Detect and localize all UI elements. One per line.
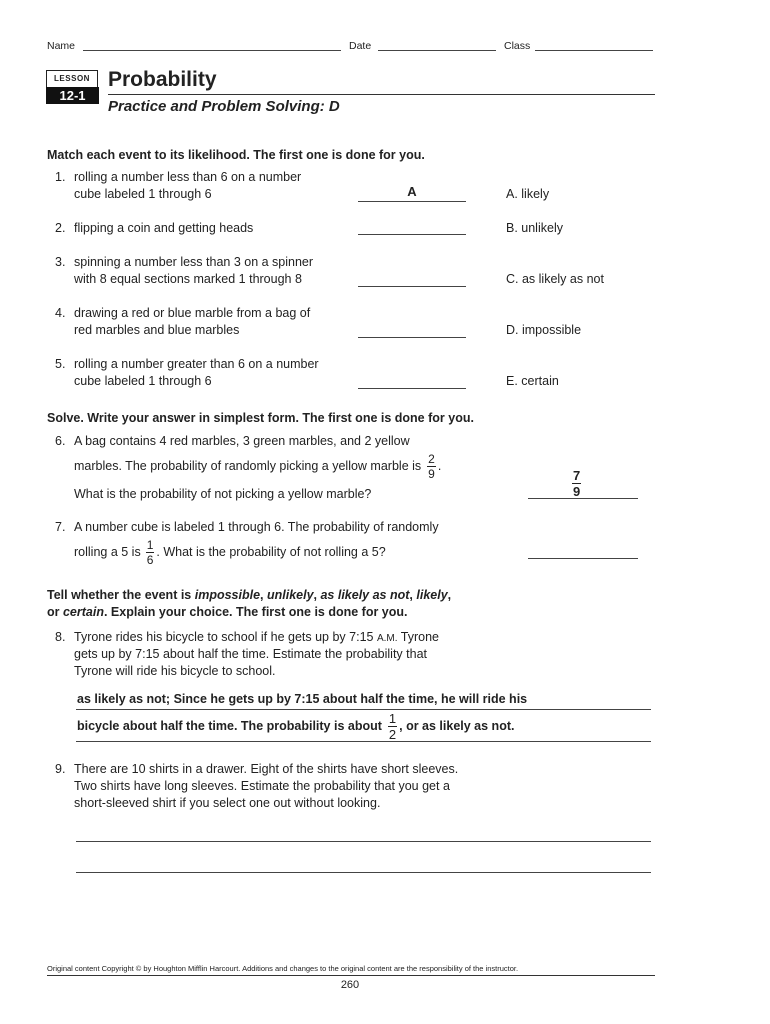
q7-fraction-denominator: 6 xyxy=(146,552,154,567)
class-label: Class xyxy=(504,40,531,52)
instr-text: or xyxy=(47,605,63,619)
q6-line2-text: marbles. The probability of randomly picking a yellow marble is xyxy=(74,458,422,473)
instr-text: Tell whether the event is xyxy=(47,588,195,602)
q8-answer-line1: as likely as not; Since he gets up by 7:15 about half the time, he will ride his xyxy=(77,692,528,706)
q6-number: 6. xyxy=(55,434,66,448)
q7-fraction-numerator: 1 xyxy=(146,537,154,552)
name-field[interactable] xyxy=(83,50,341,51)
q9-line1: There are 10 shirts in a drawer. Eight of the shirts have short sleeves. xyxy=(74,762,459,776)
footer-copyright: Original content Copyright © by Houghton Mifflin Harcourt. Additions and changes to the original content are the responsibility of the instructor. xyxy=(47,964,519,973)
item1-line1: rolling a number less than 6 on a number xyxy=(74,170,302,184)
instr-text: , xyxy=(260,588,267,602)
q8-rule2[interactable] xyxy=(76,741,651,742)
lesson-number: 12-1 xyxy=(46,87,99,104)
q6-answer-numerator: 7 xyxy=(573,468,581,483)
item5-line1: rolling a number greater than 6 on a number xyxy=(74,357,319,371)
q8-fraction-denominator: 2 xyxy=(388,726,397,742)
q6-answer-line[interactable] xyxy=(528,498,638,499)
q6-line3: What is the probability of not picking a yellow marble? xyxy=(74,487,372,501)
item1-answer: A xyxy=(407,184,417,199)
q9-line2: Two shirts have long sleeves. Estimate the probability that you get a xyxy=(74,779,450,793)
lesson-tag: LESSON xyxy=(46,70,98,88)
q8-line2: gets up by 7:15 about half the time. Estimate the probability that xyxy=(74,647,427,661)
q8-answer-end: , or as likely as not. xyxy=(399,718,515,733)
item5-line2: cube labeled 1 through 6 xyxy=(74,374,212,388)
section2-instruction: Solve. Write your answer in simplest form. The first one is done for you. xyxy=(47,411,474,425)
q8-line3: Tyrone will ride his bicycle to school. xyxy=(74,664,276,678)
class-field[interactable] xyxy=(535,50,653,51)
instr-term: likely xyxy=(416,588,448,602)
item2-line1: flipping a coin and getting heads xyxy=(74,221,254,235)
instr-term: as likely as not xyxy=(320,588,410,602)
lesson-title: Probability xyxy=(108,68,217,91)
q8-answer-line2 xyxy=(77,710,514,742)
choice-b: B. unlikely xyxy=(506,221,563,235)
page-number: 260 xyxy=(340,979,360,991)
q6-line2 xyxy=(74,451,441,481)
item3-answer-line[interactable] xyxy=(358,286,466,287)
q6-fraction-numerator: 2 xyxy=(428,451,435,466)
instr-text: , xyxy=(447,588,452,602)
item1-number: 1. xyxy=(55,170,66,184)
q9-rule1[interactable] xyxy=(76,841,651,842)
instr-term: impossible xyxy=(194,588,261,602)
item4-line1: drawing a red or blue marble from a bag of xyxy=(74,306,311,320)
instr-term: unlikely xyxy=(266,588,314,602)
date-label: Date xyxy=(349,40,372,52)
section1-instruction: Match each event to its likelihood. The first one is done for you. xyxy=(47,148,425,162)
q8-number: 8. xyxy=(55,630,66,644)
choice-a: A. likely xyxy=(506,187,550,201)
choice-d: D. impossible xyxy=(506,323,582,337)
q7-line2 xyxy=(74,537,386,567)
lesson-subtitle: Practice and Problem Solving: D xyxy=(108,98,340,115)
item4-line2: red marbles and blue marbles xyxy=(74,323,240,337)
choice-c: C. as likely as not xyxy=(506,272,604,286)
q8-answer-fraction xyxy=(388,712,397,741)
q8-line1 xyxy=(74,629,439,647)
item4-number: 4. xyxy=(55,306,66,320)
q9-line3: short-sleeved shirt if you select one out without looking. xyxy=(74,796,381,810)
q6-line1: A bag contains 4 red marbles, 3 green marbles, and 2 yellow xyxy=(74,434,410,448)
q8-answer-text: bicycle about half the time. The probability is about xyxy=(77,718,382,733)
date-field[interactable] xyxy=(378,50,496,51)
q6-fraction xyxy=(427,453,436,480)
item2-answer-line[interactable] xyxy=(358,234,466,235)
instr-text: , xyxy=(313,588,321,602)
q9-rule2[interactable] xyxy=(76,872,651,873)
instr-text: , xyxy=(409,588,417,602)
q8-fraction-numerator: 1 xyxy=(388,710,397,726)
q7-line2-text: rolling a 5 is xyxy=(74,544,141,559)
q6-answer-denominator: 9 xyxy=(573,484,581,499)
q8-line1-end: Tyrone xyxy=(397,630,439,644)
q6-fraction-denominator: 9 xyxy=(428,466,435,481)
instr-term: certain xyxy=(62,605,104,619)
item5-number: 5. xyxy=(55,357,66,371)
q7-number: 7. xyxy=(55,520,66,534)
item2-number: 2. xyxy=(55,221,66,235)
q8-am: A.M. xyxy=(376,633,398,644)
q7-fraction xyxy=(146,539,155,566)
item3-line2: with 8 equal sections marked 1 through 8 xyxy=(74,272,302,286)
q7-line1: A number cube is labeled 1 through 6. The probability of randomly xyxy=(74,520,439,534)
item3-number: 3. xyxy=(55,255,66,269)
q7-line2-end: . What is the probability of not rolling a 5? xyxy=(156,544,386,559)
q9-number: 9. xyxy=(55,762,66,776)
q7-answer-line[interactable] xyxy=(528,558,638,559)
q8-line1-text: Tyrone rides his bicycle to school if he gets up by 7:15 xyxy=(74,630,377,644)
item1-line2: cube labeled 1 through 6 xyxy=(74,187,212,201)
footer-rule xyxy=(47,975,655,976)
item3-line1: spinning a number less than 3 on a spinner xyxy=(74,255,314,269)
q6-line2-end: . xyxy=(437,458,442,473)
item5-answer-line[interactable] xyxy=(358,388,466,389)
instr-text: . Explain your choice. The first one is done for you. xyxy=(103,605,408,619)
name-label: Name xyxy=(47,40,76,52)
item1-answer-line[interactable] xyxy=(358,201,466,202)
q6-answer xyxy=(572,469,581,498)
item4-answer-line[interactable] xyxy=(358,337,466,338)
choice-e: E. certain xyxy=(506,374,559,388)
section3-instruction xyxy=(47,587,647,621)
title-rule xyxy=(108,94,655,95)
